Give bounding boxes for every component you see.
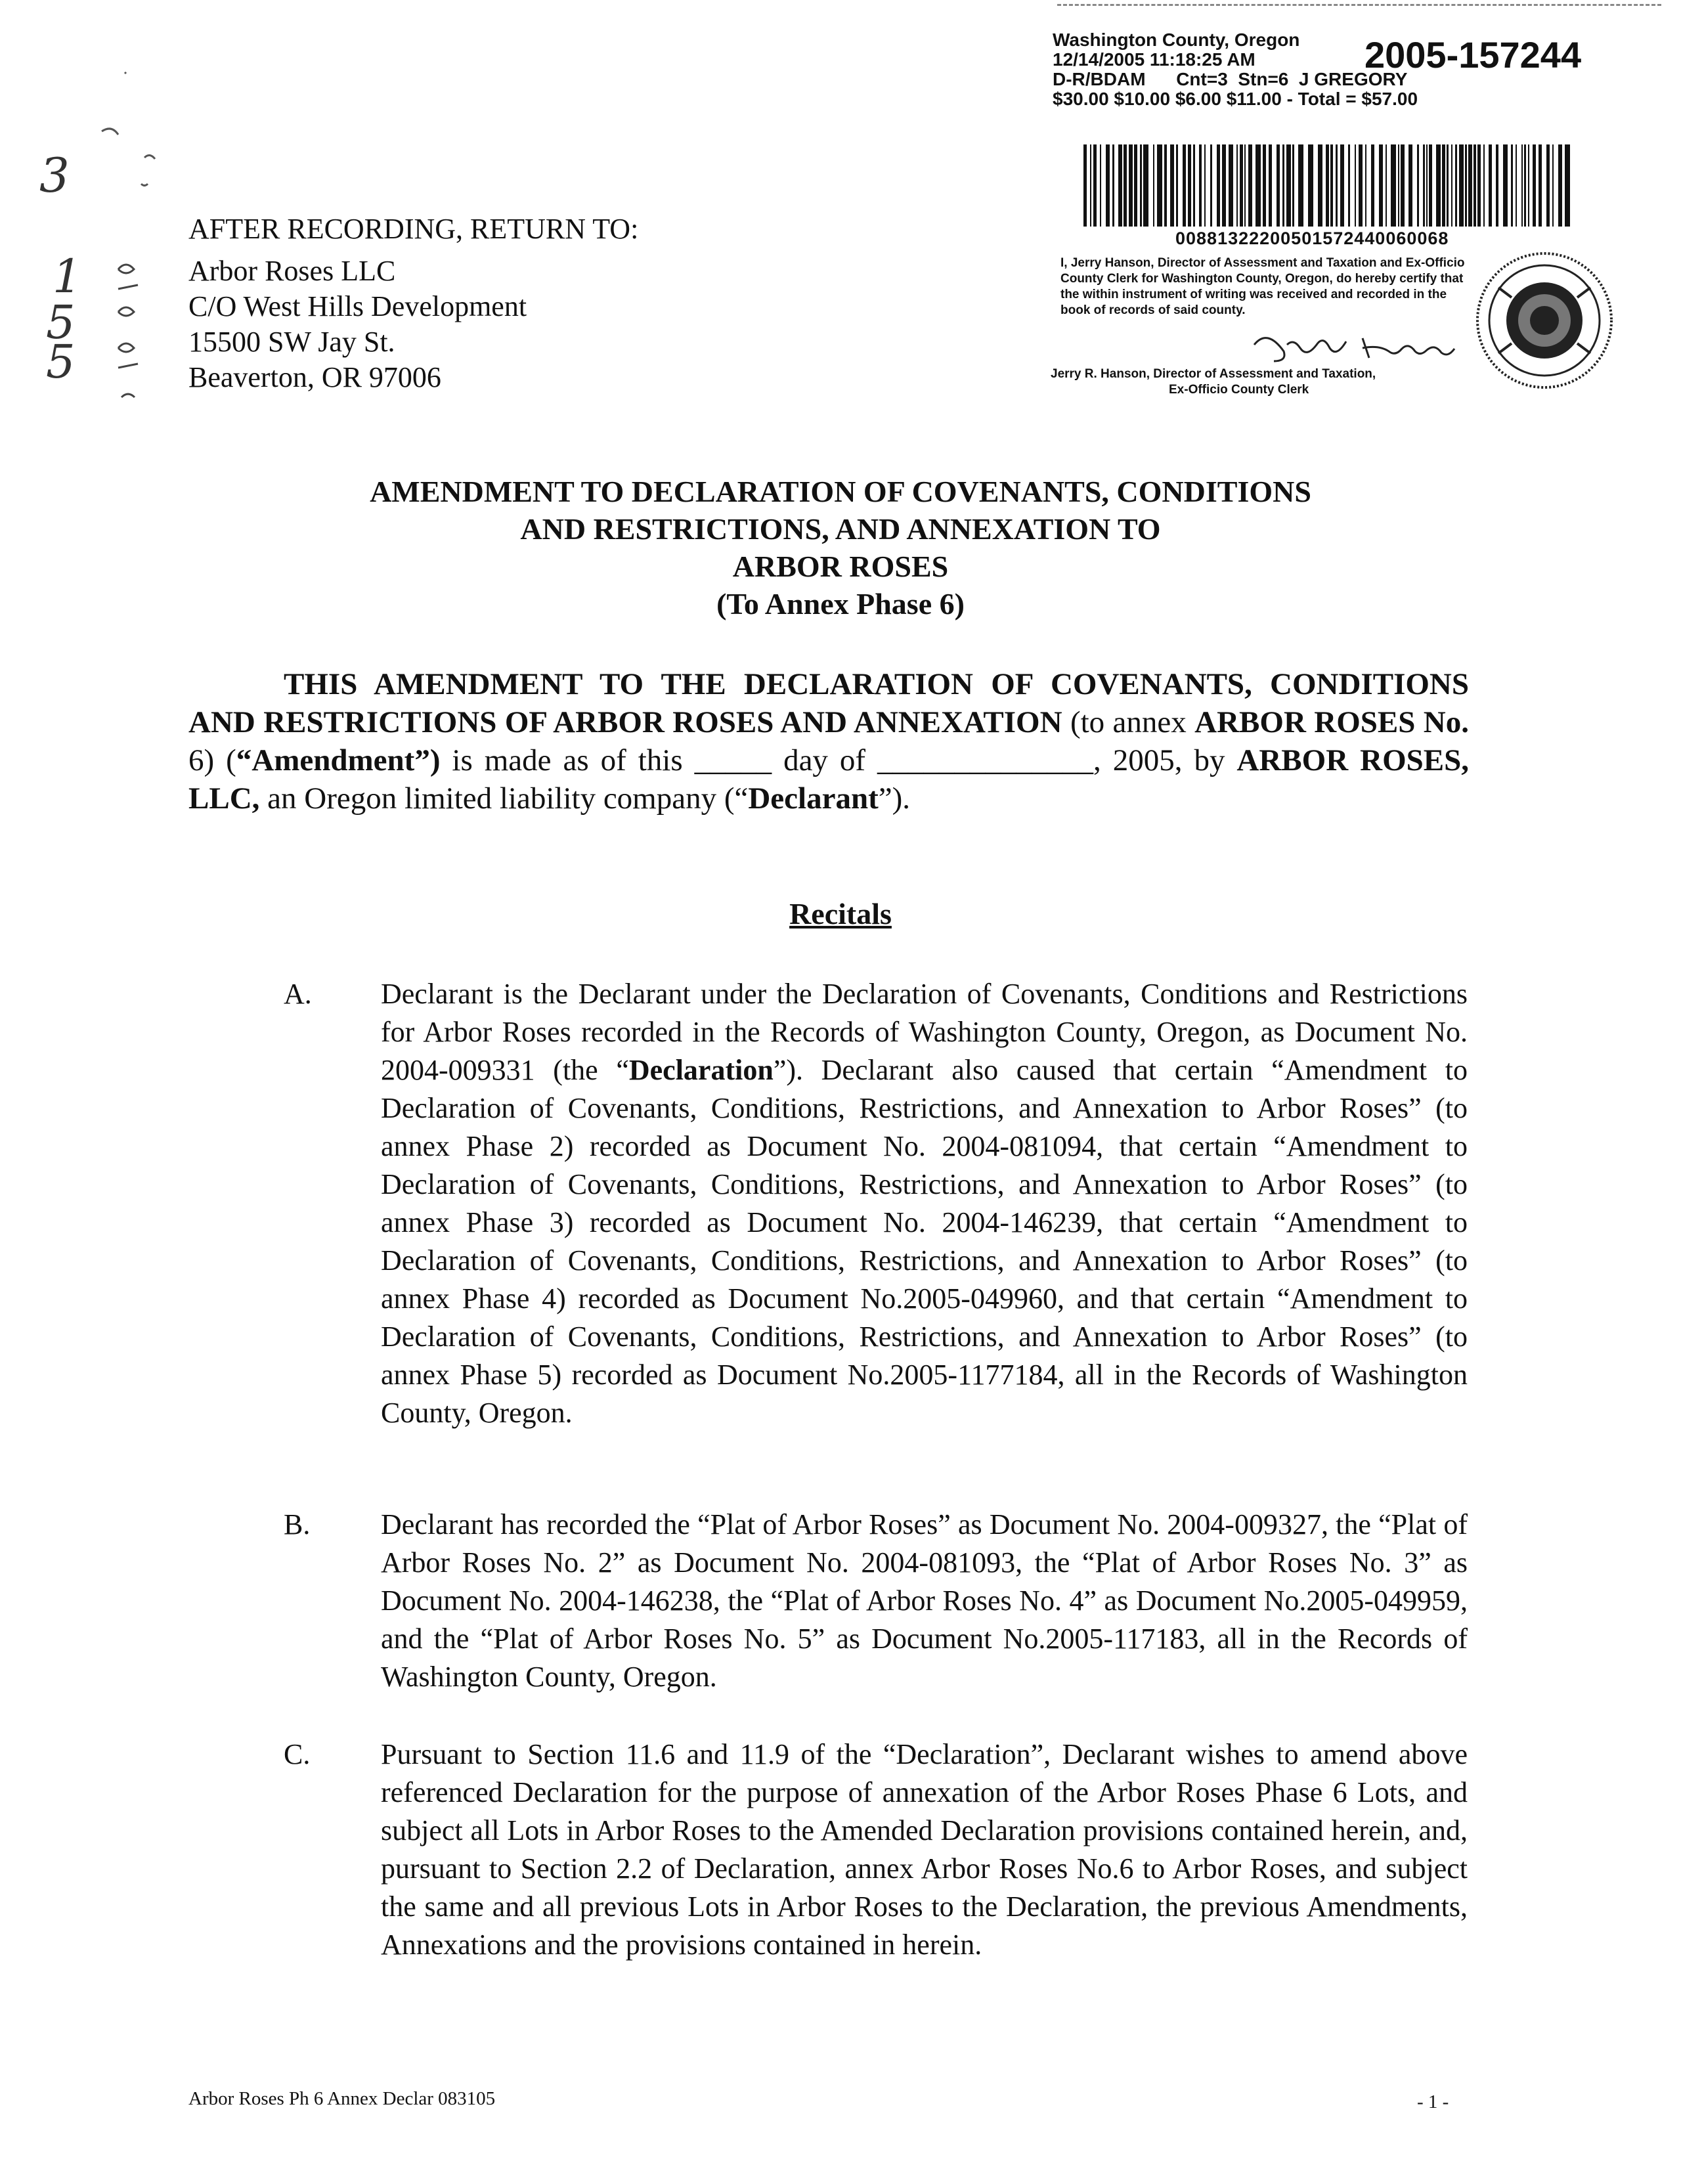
barcode-bar — [1330, 144, 1333, 227]
barcode-bar — [1183, 144, 1186, 227]
barcode-bar — [1129, 144, 1133, 227]
recital-c-label: C. — [284, 1738, 311, 1770]
recitals-heading: Recitals — [789, 897, 892, 930]
barcode-bar — [1398, 144, 1399, 227]
footer-page-number: - 1 - — [1417, 2091, 1449, 2112]
footer-left: Arbor Roses Ph 6 Annex Declar 083105 — [188, 2088, 496, 2109]
barcode-bar — [1451, 144, 1452, 227]
barcode-bar — [1112, 144, 1114, 227]
barcode-bar — [1090, 144, 1091, 227]
barcode-bar — [1204, 144, 1206, 227]
barcode-bar — [1326, 144, 1329, 227]
barcode-bar — [1157, 144, 1162, 227]
barcode-bar — [1282, 144, 1284, 227]
director-line-2: Ex-Officio County Clerk — [1169, 383, 1309, 397]
barcode-bar — [1298, 144, 1303, 227]
barcode-bar — [1124, 144, 1127, 227]
recital-b-text: Declarant has recorded the “Plat of Arbor Roses” as Document No. 2004-009327, the “Plat of Arbor Roses No. 2” as Document No. 2004-081093, the “Plat of Arbor Roses No. 3” as Document No. 2004-146238, the “Plat of Arbor Roses No. 4” as Document No.2005-049959, and the “Plat of Arbor Roses No. 5” as Document No.2005-117183, all in the Records of Washington County, Oregon. — [381, 1508, 1468, 1693]
return-address-line: Beaverton, OR 97006 — [188, 361, 441, 393]
top-dashed-edge — [1057, 4, 1661, 6]
handwritten-note-2: 1 — [53, 250, 82, 303]
barcode-bar — [1386, 144, 1387, 227]
barcode-bar — [1229, 144, 1233, 227]
barcode-bar — [1436, 144, 1441, 227]
handwritten-note-3: 5 — [46, 295, 76, 349]
barcode-bar — [1318, 144, 1322, 227]
barcode-bar — [1442, 144, 1445, 227]
barcode-bar — [1134, 144, 1137, 227]
intro-bold-1: THIS AMENDMENT TO THE DECLARATION OF COVENANTS, CONDITIONS AND RESTRICTIONS OF ARBOR ROSES AND ANNEXATION — [188, 667, 1469, 739]
barcode-bar — [1164, 144, 1167, 227]
title-line: ARBOR ROSES — [732, 550, 949, 583]
return-address-heading: AFTER RECORDING, RETURN TO: — [188, 213, 639, 245]
barcode-bar — [1286, 144, 1291, 227]
barcode-bar — [1336, 144, 1338, 227]
barcode-bar — [1143, 144, 1148, 227]
intro-bold-3: “Amendment”) — [236, 743, 441, 777]
barcode-bar — [1244, 144, 1246, 227]
barcode-bar — [1106, 144, 1110, 227]
barcode-bar — [1176, 144, 1178, 227]
handwritten-note-4: 5 — [46, 335, 76, 389]
intro-text-5: ”). — [878, 781, 910, 816]
barcode-bar — [1210, 144, 1212, 227]
barcode-bar — [1539, 144, 1542, 227]
barcode-bar — [1516, 144, 1517, 227]
barcode-bar — [1100, 144, 1101, 227]
barcode-bar — [1263, 144, 1266, 227]
barcode-bar — [1455, 144, 1457, 227]
barcode-bar — [1423, 144, 1425, 227]
barcode — [1083, 144, 1576, 236]
barcode-bar — [1489, 144, 1492, 227]
document-number: 2005-157244 — [1364, 34, 1582, 76]
intro-paragraph — [188, 665, 1469, 818]
clerk-signature — [1248, 325, 1471, 371]
barcode-bar — [1391, 144, 1396, 227]
barcode-bar — [1170, 144, 1174, 227]
barcode-bar — [1093, 144, 1097, 227]
barcode-bar — [1292, 144, 1294, 227]
return-address — [188, 211, 638, 395]
county-line: Washington County, Oregon — [1053, 30, 1300, 50]
barcode-bar — [1269, 144, 1272, 227]
barcode-bar — [1468, 144, 1472, 227]
barcode-bar — [1217, 144, 1220, 227]
barcode-bar — [1308, 144, 1313, 227]
barcode-bar — [1240, 144, 1243, 227]
barcode-bar — [1355, 144, 1356, 227]
barcode-bar — [1565, 144, 1570, 227]
barcode-bar — [1348, 144, 1350, 227]
barcode-bar — [1199, 144, 1202, 227]
barcode-bar — [1248, 144, 1252, 227]
barcode-bar — [1365, 144, 1366, 227]
recital-b-label: B. — [284, 1508, 311, 1540]
title-line: (To Annex Phase 6) — [716, 587, 965, 621]
recital-a-label: A. — [284, 978, 312, 1010]
barcode-bar — [1558, 144, 1562, 227]
barcode-bar — [1447, 144, 1449, 227]
barcode-bar — [1552, 144, 1554, 227]
document-title — [0, 473, 1681, 622]
barcode-number: 00881322200501572440060068 — [1175, 229, 1449, 248]
director-line-1: Jerry R. Hanson, Director of Assessment and Taxation, — [1051, 367, 1376, 381]
barcode-bar — [1426, 144, 1428, 227]
barcode-bar — [1401, 144, 1405, 227]
recording-datetime: 12/14/2005 11:18:25 AM — [1053, 49, 1255, 70]
barcode-bar — [1465, 144, 1467, 227]
intro-bold-4: ARBOR ROSES, LLC, — [188, 743, 1469, 816]
barcode-bar — [1429, 144, 1432, 227]
return-address-line: Arbor Roses LLC — [188, 255, 396, 287]
barcode-bar — [1222, 144, 1226, 227]
intro-bold-5: Declarant — [748, 781, 879, 816]
barcode-bar — [1496, 144, 1498, 227]
intro-text-3: is made as of this _____ day of ______________, 2005, by — [440, 743, 1237, 777]
barcode-bar — [1483, 144, 1485, 227]
barcode-bar — [1459, 144, 1464, 227]
intro-text-4: an Oregon limited liability company (“ — [259, 781, 749, 816]
barcode-bar — [1417, 144, 1419, 227]
barcode-bar — [1140, 144, 1142, 227]
title-line: AMENDMENT TO DECLARATION OF COVENANTS, CONDITIONS — [370, 475, 1311, 508]
recital-a-text-before: Declarant is the Declarant under the Declaration of Covenants, Conditions and Restrictions for Arbor Roses recorded in the Records of Washington County, Oregon, as Document No. 2004-009331 (the “ — [381, 978, 1468, 1086]
recital-a-text — [381, 975, 1468, 1432]
barcode-bar — [1546, 144, 1550, 227]
clerk-certification: I, Jerry Hanson, Director of Assessment and Taxation and Ex-Officio County Clerk for Washington County, Oregon, do hereby certify that the within instrument of writing was received and recorded in the book of records of said county. — [1060, 256, 1465, 317]
barcode-bar — [1118, 144, 1122, 227]
return-address-line: 15500 SW Jay St. — [188, 326, 395, 358]
recital-c-text: Pursuant to Section 11.6 and 11.9 of the “Declaration”, Declarant wishes to amend above referenced Declaration for the purpose of annexation of the Arbor Roses Phase 6 Lots, and subject all Lots in Arbor Roses to the Amended Declaration provisions contained herein, and, pursuant to Section 2.2 of Declaration, annex Arbor Roses No.6 to Arbor Roses, and subject the same and all previous Lots in Arbor Roses to the Declaration, the previous Amendments, Annexations and the provisions contained in herein. — [381, 1738, 1468, 1961]
recital-a-bold: Declaration — [628, 1054, 774, 1086]
barcode-bar — [1521, 144, 1523, 227]
barcode-bar — [1477, 144, 1481, 227]
barcode-bar — [1193, 144, 1195, 227]
intro-text-1: (to annex — [1062, 705, 1195, 739]
handwritten-note-1: 3 — [39, 148, 70, 203]
barcode-bar — [1528, 144, 1529, 227]
barcode-bar — [1379, 144, 1383, 227]
intro-bold-2: ARBOR ROSES No. — [1194, 705, 1469, 739]
barcode-bar — [1524, 144, 1526, 227]
barcode-bar — [1340, 144, 1344, 227]
barcode-bar — [1153, 144, 1154, 227]
return-address-line: C/O West Hills Development — [188, 290, 527, 322]
barcode-bar — [1188, 144, 1191, 227]
barcode-bar — [1533, 144, 1536, 227]
handwritten-marks — [26, 39, 177, 407]
barcode-bar — [1236, 144, 1238, 227]
barcode-bar — [1359, 144, 1363, 227]
intro-text-2: 6) ( — [188, 743, 236, 777]
recital-a-text-after: ”). Declarant also caused that certain “Amendment to Declaration of Covenants, Conditions, Restrictions, and Annexation to Arbor Roses” (to annex Phase 2) recorded as Document No. 2004-081094, that certain “Amendment to Declaration of Covenants, Conditions, Restrictions, and Annexation to Arbor Roses” (to annex Phase 3) recorded as Document No. 2004-146239, that certain “Amendment to Declaration of Covenants, Conditions, Restrictions, and Annexation to Arbor Roses” (to annex Phase 4) recorded as Document No.2005-049960, and that certain “Amendment to Declaration of Covenants, Conditions, Restrictions, and Annexation to Arbor Roses” (to annex Phase 5) recorded as Document No.2005-1177184, all in the Records of Washington County, Oregon. — [381, 1054, 1468, 1429]
barcode-bar — [1277, 144, 1280, 227]
barcode-bar — [1511, 144, 1513, 227]
fees-line: $30.00 $10.00 $6.00 $11.00 - Total = $57.00 — [1053, 89, 1418, 109]
barcode-bar — [1408, 144, 1412, 227]
barcode-bar — [1371, 144, 1374, 227]
title-line: AND RESTRICTIONS, AND ANNEXATION TO — [520, 512, 1161, 546]
barcode-bar — [1255, 144, 1261, 227]
barcode-bar — [1503, 144, 1508, 227]
barcode-bar — [1474, 144, 1476, 227]
county-seal — [1472, 248, 1617, 393]
barcode-bar — [1083, 144, 1087, 227]
clerk-line: D-R/BDAM Cnt=3 Stn=6 J GREGORY — [1053, 69, 1408, 89]
